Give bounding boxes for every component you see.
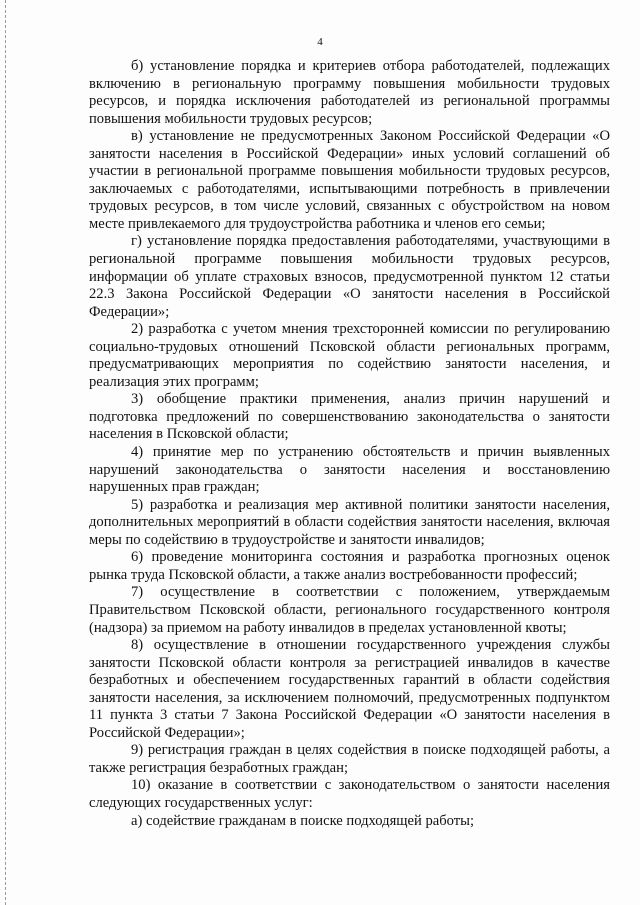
paragraph-g-insurance-info: г) установление порядка предоставления работодателями, участвующими в региональной программе повышения мобильности трудовых ресурсов, информации об уплате страховых взносов, предусмотренной пунктом 12 статьи 22.3 Закона Российской Федерации «О занятости населения в Российской Федерации»; bbox=[89, 233, 610, 320]
page-number: 4 bbox=[317, 36, 323, 48]
document-body bbox=[89, 58, 610, 830]
paragraph-10-state-services: 10) оказание в соответствии с законодательством о занятости населения следующих государственных услуг: bbox=[89, 777, 610, 811]
paragraph-b-employer-selection: б) установление порядка и критериев отбора работодателей, подлежащих включению в региональную программу повышения мобильности трудовых ресурсов, и порядка исключения работодателей из региональной программы повышения мобильности трудовых ресурсов; bbox=[89, 58, 610, 127]
paragraph-5-active-policy: 5) разработка и реализация мер активной политики занятости населения, дополнительных мероприятий в области содействия занятости населения, включая меры по содействию в трудоустройстве и занятости инвалидов; bbox=[89, 496, 610, 548]
scan-left-edge bbox=[0, 0, 6, 905]
paragraph-2-regional-programs: 2) разработка с учетом мнения трехсторонней комиссии по регулированию социально-трудовых отношений Псковской области региональных программ, предусматривающих мероприятия по содействию занятости населения, и реализация этих программ; bbox=[89, 321, 610, 390]
paragraph-4-violation-measures: 4) принятие мер по устранению обстоятельств и причин выявленных нарушений законодательства о занятости населения и восстановлению нарушенных прав граждан; bbox=[89, 444, 610, 496]
paragraph-9-registration: 9) регистрация граждан в целях содействия в поиске подходящей работы, а также регистрация безработных граждан; bbox=[89, 742, 610, 776]
paragraph-7-quota-control: 7) осуществление в соответствии с положением, утверждаемым Правительством Псковской области, регионального государственного контроля (надзора) за приемом на работу инвалидов в пределах установленной квоты; bbox=[89, 584, 610, 636]
paragraph-3-practice-analysis: 3) обобщение практики применения, анализ причин нарушений и подготовка предложений по совершенствованию законодательства о занятости населения в Псковской области; bbox=[89, 391, 610, 443]
paragraph-v-agreement-conditions: в) установление не предусмотренных Законом Российской Федерации «О занятости населения в Российской Федерации» иных условий соглашений об участии в региональной программе повышения мобильности трудовых ресурсов, заключаемых с работодателями, испытывающими потребность в привлечении трудовых ресурсов, в том числе условий, связанных с обустройством на новом месте привлекаемого для трудоустройства работника и членов его семьи; bbox=[89, 128, 610, 232]
paragraph-6-labor-market-monitoring: 6) проведение мониторинга состояния и разработка прогнозных оценок рынка труда Псковской области, а также анализ востребованности профессий; bbox=[89, 549, 610, 583]
paragraph-8-service-control: 8) осуществление в отношении государственного учреждения службы занятости Псковской области контроля за регистрацией инвалидов в качестве безработных и обеспечением государственных гарантий в области содействия занятости населения, за исключением полномочий, предусмотренных подпунктом 11 пункта 3 статьи 7 Закона Российской Федерации «О занятости населения в Российской Федерации»; bbox=[89, 637, 610, 741]
paragraph-a-job-search: а) содействие гражданам в поиске подходящей работы; bbox=[131, 812, 475, 829]
